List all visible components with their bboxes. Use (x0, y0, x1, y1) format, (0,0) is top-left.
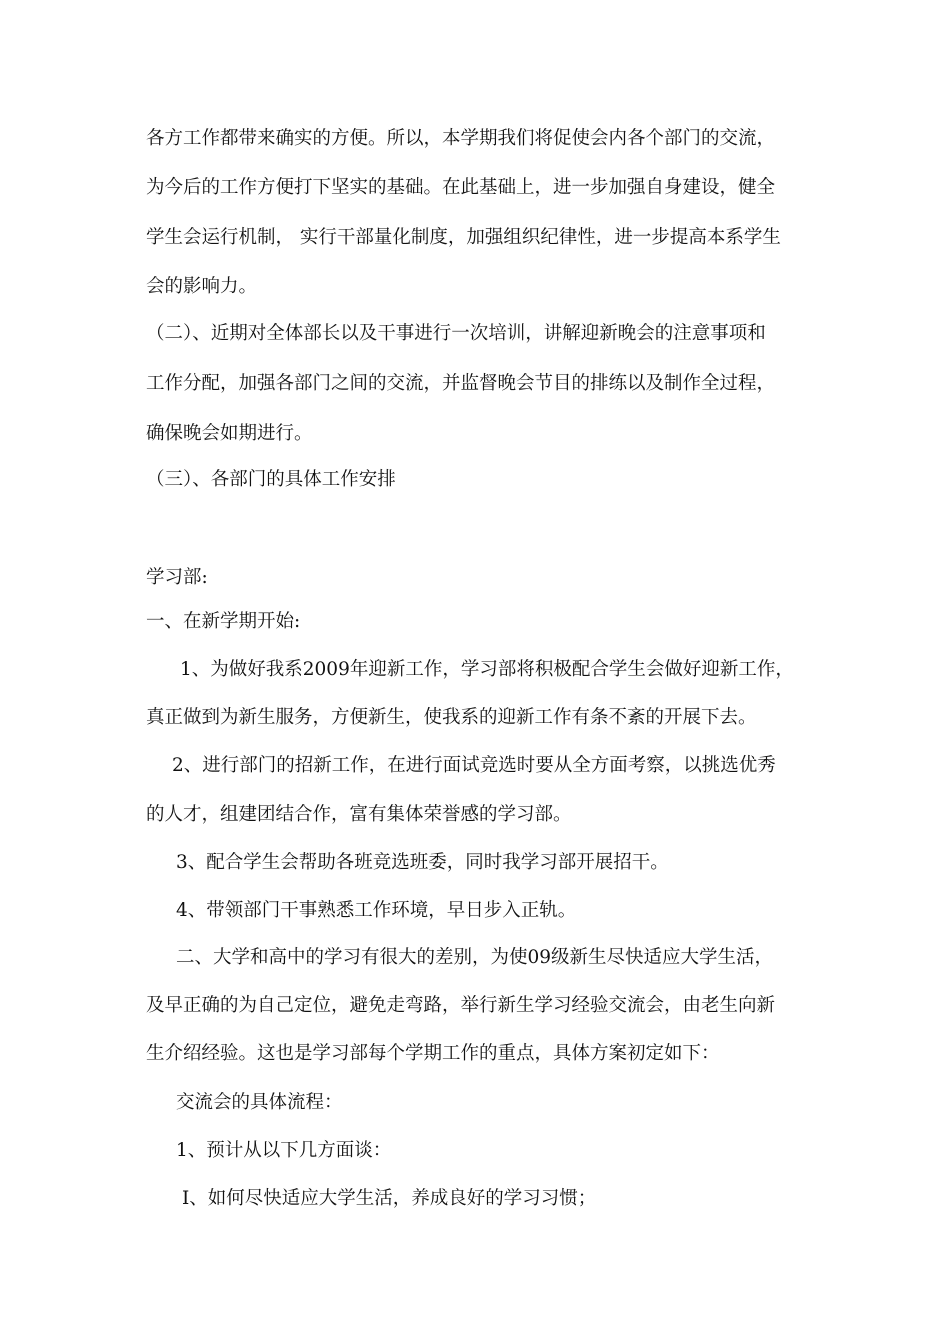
paragraph-line: 真正做到为新生服务，方便新生，使我系的迎新工作有条不紊的开展下去。 (146, 707, 757, 728)
paragraph-line: 工作分配，加强各部门之间的交流，并监督晚会节目的排练以及制作全过程， (146, 373, 776, 394)
paragraph-line: 会的影响力。 (146, 276, 258, 297)
list-item: 3、配合学生会帮助各班竞选班委，同时我学习部开展招干。 (176, 852, 669, 873)
paragraph-line: 生介绍经验。这也是学习部每个学期工作的重点，具体方案初定如下： (146, 1043, 720, 1064)
paragraph-line: 及早正确的为自己定位，避免走弯路，举行新生学习经验交流会，由老生向新 (146, 995, 776, 1016)
list-heading: 交流会的具体流程： (176, 1092, 343, 1113)
list-item: Ⅰ、如何尽快适应大学生活，养成良好的学习习惯； (182, 1188, 597, 1209)
paragraph-line: 各方工作都带来确实的方便。所以，本学期我们将促使会内各个部门的交流， (146, 128, 776, 149)
paragraph-line: 的人才，组建团结合作，富有集体荣誉感的学习部。 (146, 804, 572, 825)
section-heading: （二）、近期对全体部长以及干事进行一次培训，讲解迎新晚会的注意事项和 (146, 323, 766, 344)
department-heading: 学习部: (146, 567, 208, 588)
list-item: 4、带领部门干事熟悉工作环境，早日步入正轨。 (176, 900, 577, 921)
list-heading: 一、在新学期开始: (146, 611, 301, 632)
list-item: 1、为做好我系2009年迎新工作，学习部将积极配合学生会做好迎新工作， (180, 659, 794, 680)
paragraph-line: 为今后的工作方便打下坚实的基础。在此基础上，进一步加强自身建设，健全 (146, 177, 776, 198)
section-heading: （三）、各部门的具体工作安排 (146, 469, 396, 490)
paragraph-line: 学生会运行机制， 实行干部量化制度，加强组织纪律性，进一步提高本系学生 (146, 227, 781, 248)
list-heading: 二、大学和高中的学习有很大的差别，为使09级新生尽快适应大学生活， (176, 947, 774, 968)
paragraph-line: 确保晚会如期进行。 (146, 423, 313, 444)
list-item: 1、预计从以下几方面谈： (176, 1140, 392, 1161)
list-item: 2、进行部门的招新工作，在进行面试竞选时要从全方面考察，以挑选优秀 (172, 755, 776, 776)
